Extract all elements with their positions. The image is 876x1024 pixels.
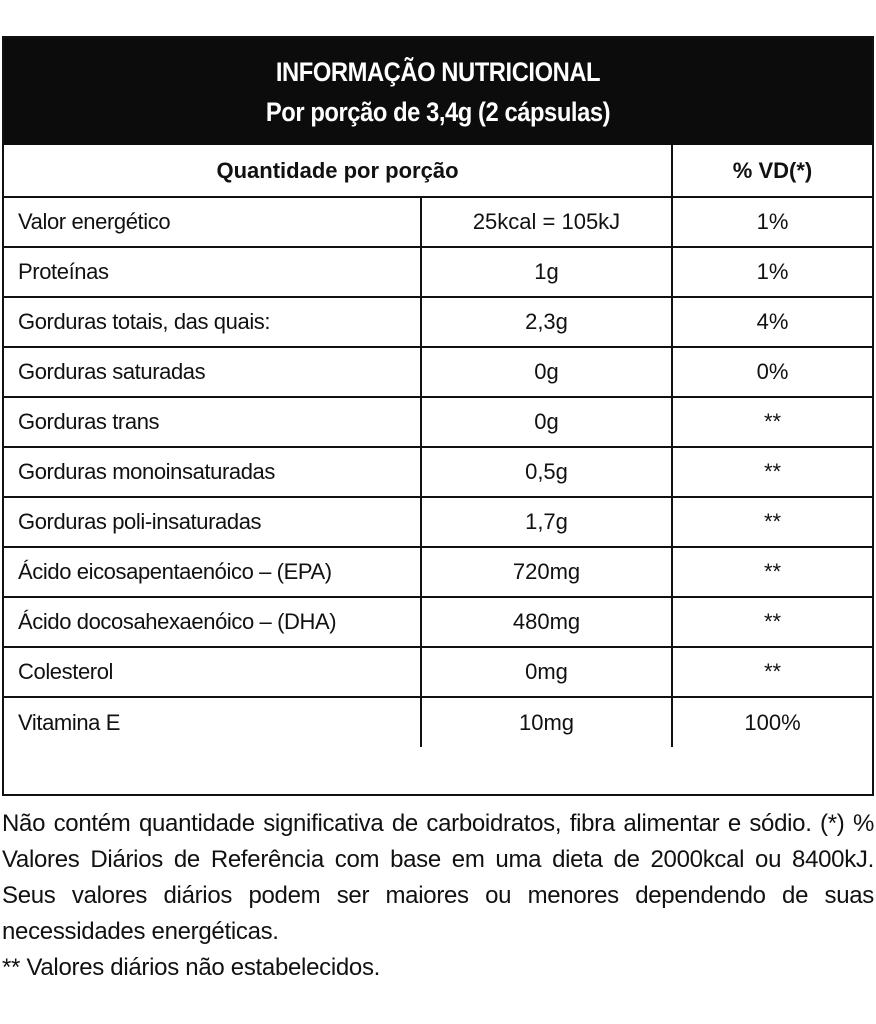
- nutrient-amount: 25kcal = 105kJ: [421, 197, 672, 247]
- nutrient-vd: **: [672, 647, 872, 697]
- nutrient-vd: 0%: [672, 347, 872, 397]
- table-row: [4, 447, 872, 497]
- column-header-vd: % VD(*): [672, 145, 872, 197]
- nutrient-vd: **: [672, 547, 872, 597]
- nutrition-facts-panel: [2, 36, 874, 796]
- column-header-quantity: Quantidade por porção: [4, 145, 672, 197]
- nutrient-vd: 1%: [672, 247, 872, 297]
- table-row: [4, 297, 872, 347]
- nutrient-name: Proteínas: [4, 247, 421, 297]
- table-row: [4, 697, 872, 747]
- table-row: [4, 197, 872, 247]
- nutrient-amount: 0g: [421, 347, 672, 397]
- nutrition-table: [4, 145, 872, 747]
- table-row: [4, 497, 872, 547]
- nutrient-name: Vitamina E: [4, 697, 421, 747]
- table-row: [4, 397, 872, 447]
- nutrient-amount: 720mg: [421, 547, 672, 597]
- nutrient-name: Gorduras totais, das quais:: [4, 297, 421, 347]
- nutrient-name: Valor energético: [4, 197, 421, 247]
- nutrient-name: Gorduras saturadas: [4, 347, 421, 397]
- table-row: [4, 547, 872, 597]
- nutrient-vd: 100%: [672, 697, 872, 747]
- footnote-text: Não contém quantidade significativa de carboidratos, fibra alimentar e sódio. (*) % Valores Diários de Referência com base em uma dieta de 2000kcal ou 8400kJ. Seus valores diários podem ser maiores ou menores dependendo de suas necessidades energéticas.: [2, 810, 874, 945]
- nutrient-amount: 0mg: [421, 647, 672, 697]
- nutrient-amount: 0,5g: [421, 447, 672, 497]
- table-row: [4, 247, 872, 297]
- nutrient-vd: 1%: [672, 197, 872, 247]
- nutrient-vd: **: [672, 397, 872, 447]
- nutrient-amount: 2,3g: [421, 297, 672, 347]
- nutrient-name: Gorduras poli-insaturadas: [4, 497, 421, 547]
- nutrient-amount: 10mg: [421, 697, 672, 747]
- table-row: [4, 347, 872, 397]
- table-header-row: [4, 145, 872, 197]
- nutrient-name: Ácido eicosapentaenóico – (EPA): [4, 547, 421, 597]
- nutrient-vd: **: [672, 597, 872, 647]
- nutrient-amount: 1,7g: [421, 497, 672, 547]
- serving-size: Por porção de 3,4g (2 cápsulas): [265, 97, 611, 127]
- nutrient-amount: 480mg: [421, 597, 672, 647]
- nutrient-name: Ácido docosahexaenóico – (DHA): [4, 597, 421, 647]
- nutrient-name: Colesterol: [4, 647, 421, 697]
- table-row: [4, 597, 872, 647]
- nutrient-vd: 4%: [672, 297, 872, 347]
- nutrient-name: Gorduras trans: [4, 397, 421, 447]
- footnote: [2, 806, 874, 986]
- nutrient-amount: 0g: [421, 397, 672, 447]
- table-row: [4, 647, 872, 697]
- nutrition-header: [4, 38, 872, 145]
- nutrient-vd: **: [672, 447, 872, 497]
- nutrient-name: Gorduras monoinsaturadas: [4, 447, 421, 497]
- nutrition-title: INFORMAÇÃO NUTRICIONAL: [275, 57, 601, 87]
- nutrient-vd: **: [672, 497, 872, 547]
- footnote-note: ** Valores diários não estabelecidos.: [2, 954, 381, 981]
- nutrient-amount: 1g: [421, 247, 672, 297]
